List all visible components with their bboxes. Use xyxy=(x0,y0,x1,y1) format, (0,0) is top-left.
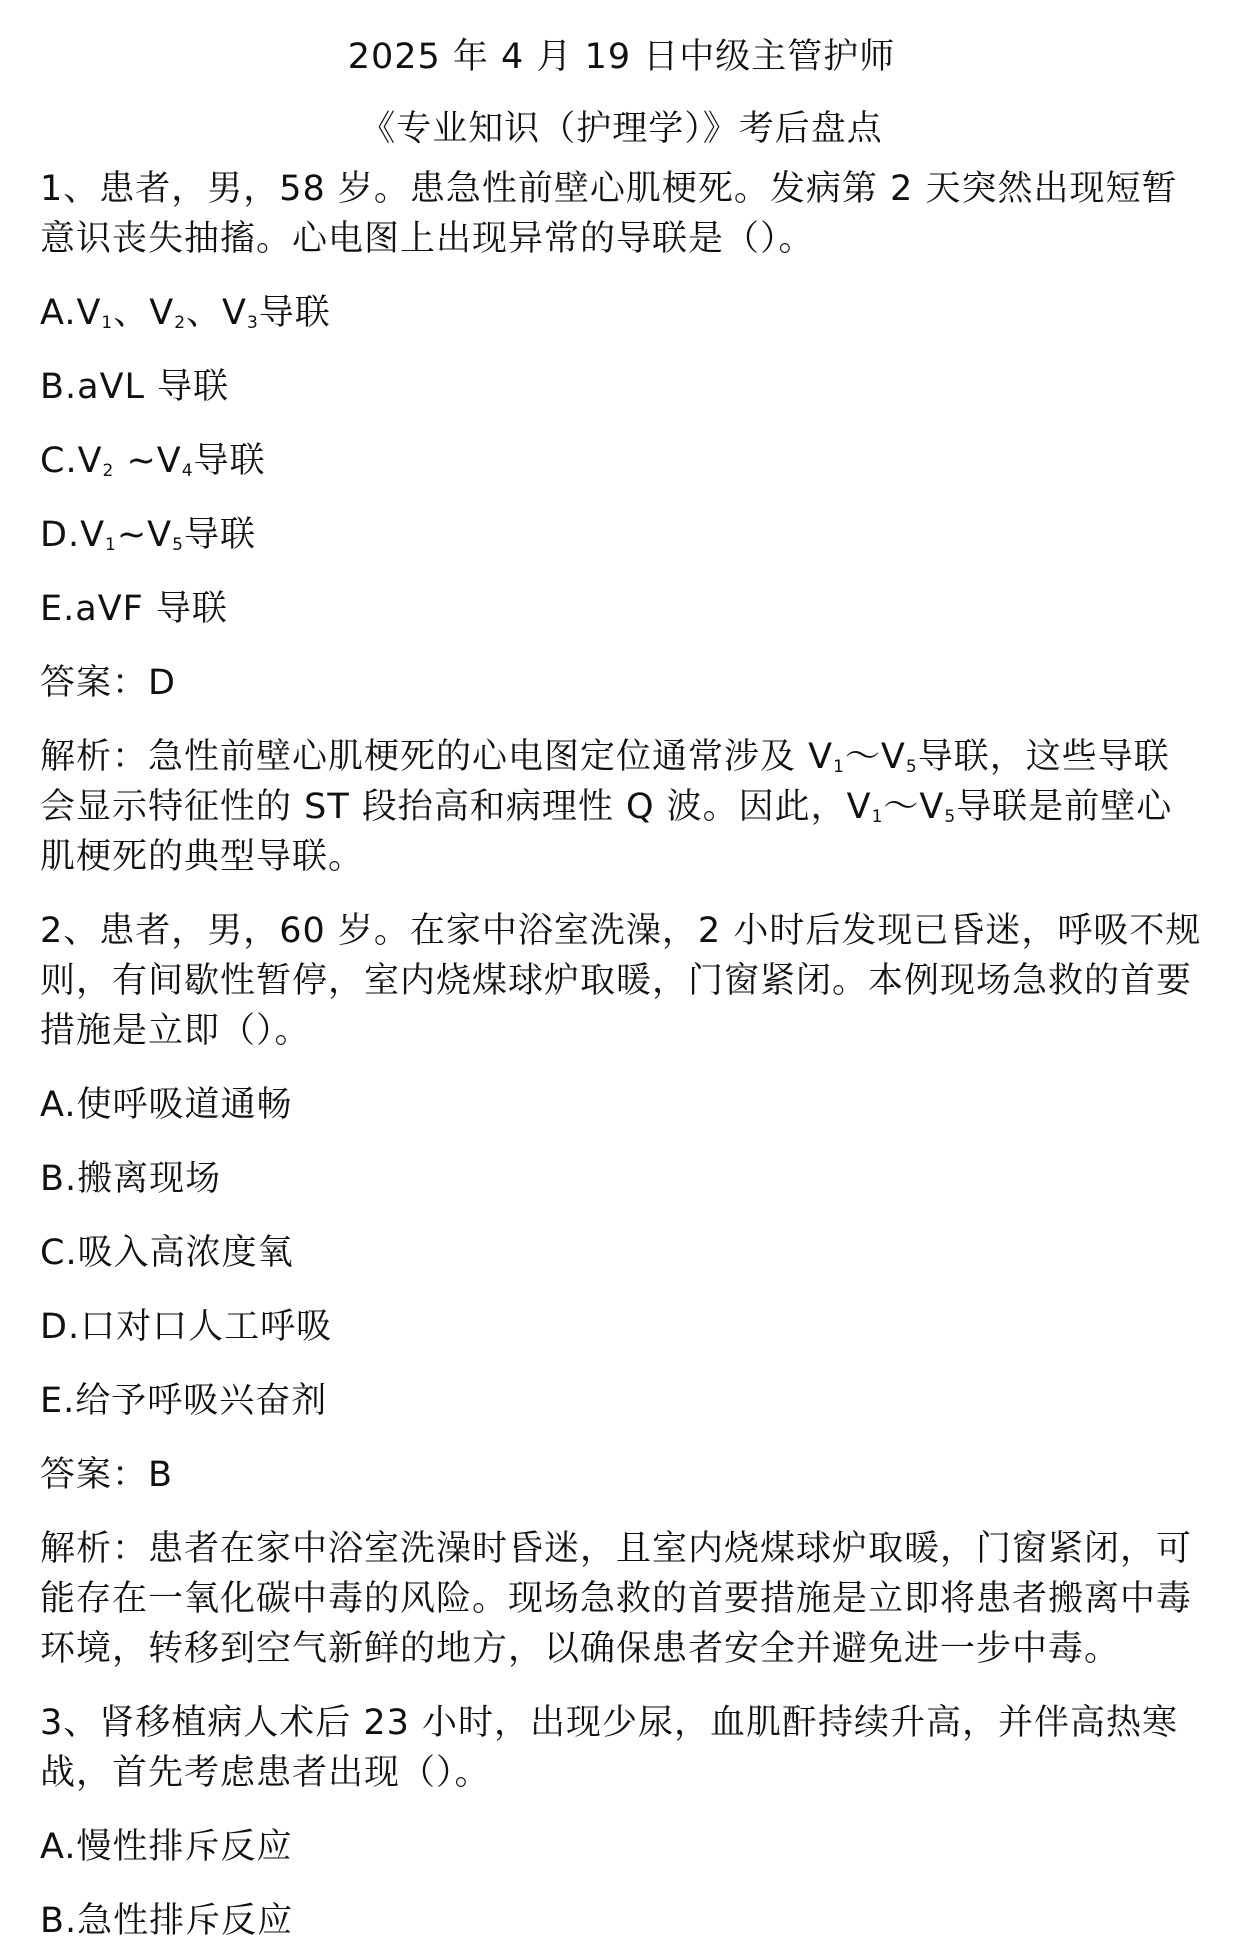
question-1-stem: 1、患者，男，58 岁。患急性前壁心肌梗死。发病第 2 天突然出现短暂意识丧失抽搐。心电图上出现异常的导联是（）。 xyxy=(40,169,1178,259)
document-title-line-1: 2025 年 4 月 19 日中级主管护师 xyxy=(347,37,896,77)
question-2-option-e: E.给予呼吸兴奋剂 xyxy=(40,1381,328,1421)
question-1-option-e: E.aVF 导联 xyxy=(40,589,228,629)
question-1-option-c: $C.V_2$ $\sim V_4$导联 xyxy=(40,441,266,481)
question-1-option-b: B.aVL 导联 xyxy=(40,367,230,407)
question-3-option-b: B.急性排斥反应 xyxy=(40,1901,294,1941)
question-3-option-a: A.慢性排斥反应 xyxy=(40,1827,293,1867)
question-2-option-d: D.口对口人工呼吸 xyxy=(40,1307,333,1347)
question-2-option-a: A.使呼吸道通畅 xyxy=(40,1085,293,1125)
question-3-stem: 3、肾移植病人术后 23 小时，出现少尿，血肌酐持续升高，并伴高热寒战，首先考虑患者出现（）。 xyxy=(40,1703,1179,1793)
question-2-answer: 答案：B xyxy=(40,1455,174,1495)
question-2-analysis: 解析：患者在家中浴室洗澡时昏迷，且室内烧煤球炉取暖，门窗紧闭，可能存在一氧化碳中毒的风险。现场急救的首要措施是立即将患者搬离中毒环境，转移到空气新鲜的地方，以确保患者安全并避免进一步中毒。 xyxy=(40,1529,1193,1669)
document-title-line-2: 《专业知识（护理学）》考后盘点 xyxy=(360,109,883,149)
question-1-option-d: $D.V_1\sim V_5$导联 xyxy=(40,515,256,555)
question-2-stem: 2、患者，男，60 岁。在家中浴室洗澡，2 小时后发现已昏迷，呼吸不规则，有间歇性暂停，室内烧煤球炉取暖，门窗紧闭。本例现场急救的首要措施是立即（）。 xyxy=(40,911,1202,1051)
question-1-analysis: 解析：急性前壁心肌梗死的心电图定位通常涉及 $V_1\sim V_5$导联，这些导联会显示特征性的 ST 段抬高和病理性 Q 波。因此，$V_1\sim V_5$导联是前壁心肌梗死的典型导联。 xyxy=(40,737,1173,877)
question-1-answer: 答案：D xyxy=(40,663,176,703)
question-1-option-a: $A.V_1$、$V_2$、$V_3$导联 xyxy=(40,293,331,333)
question-2-option-b: B.搬离现场 xyxy=(40,1159,222,1199)
question-2-option-c: C.吸入高浓度氧 xyxy=(40,1233,294,1273)
